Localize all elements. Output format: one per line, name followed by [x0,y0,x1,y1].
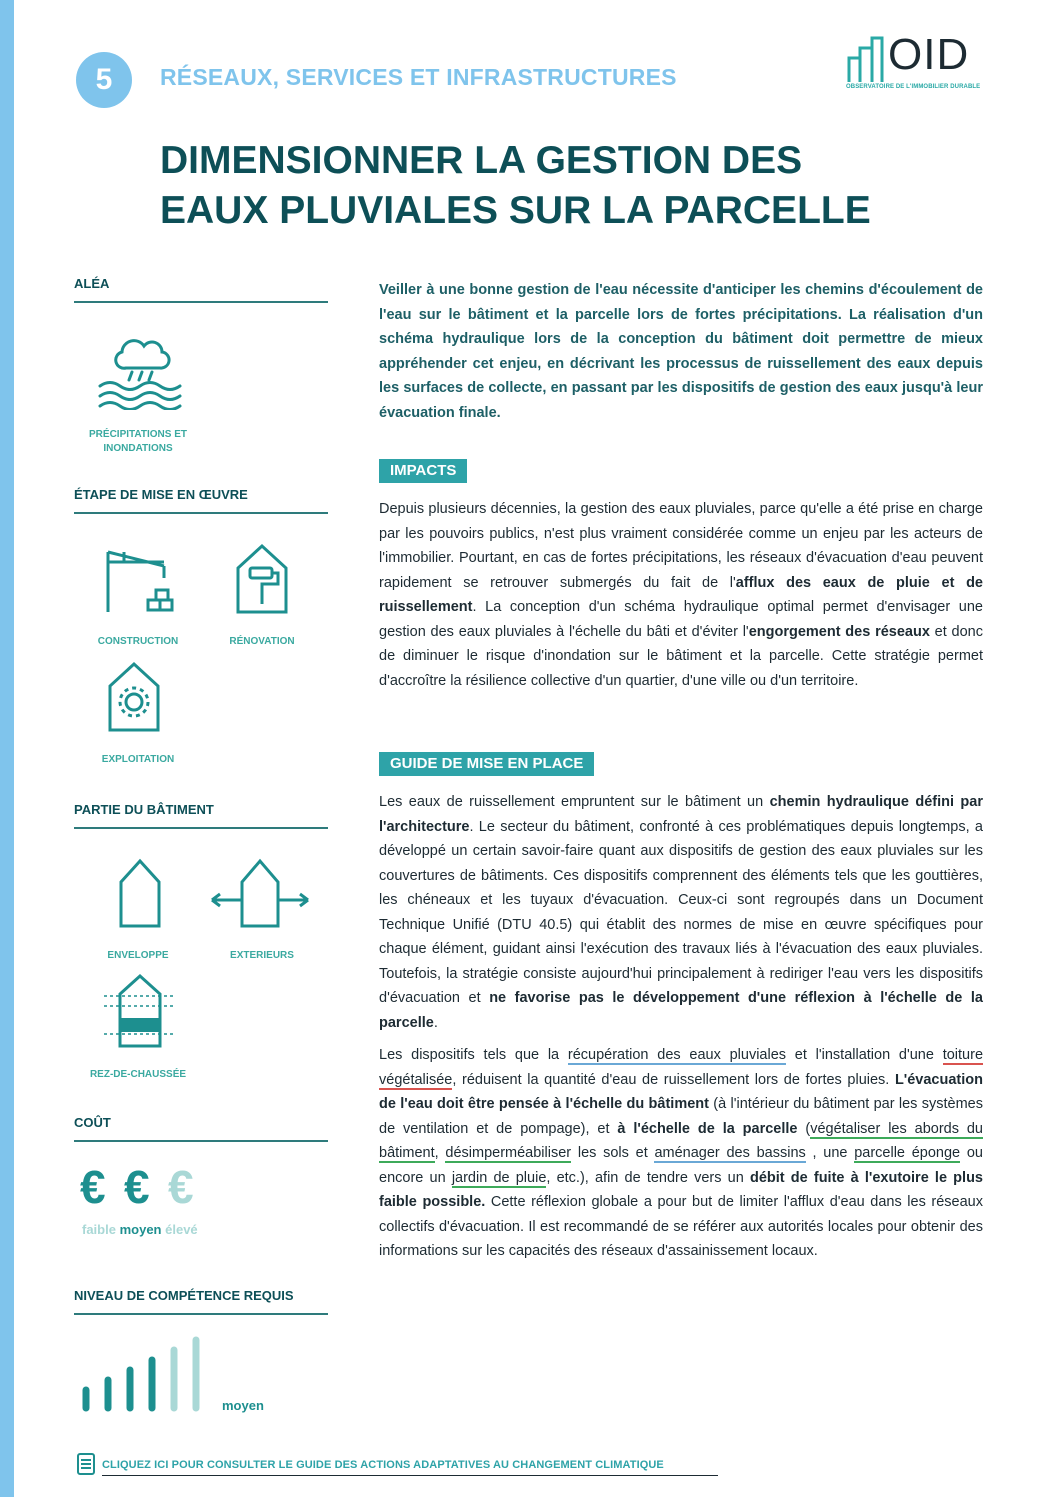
left-accent-stripe [0,0,14,1497]
guide2-text-g: ( [797,1120,811,1137]
logo-text: OID [888,30,970,79]
competence-section [74,1288,328,1315]
cost-label-high: élevé [165,1222,198,1237]
house-arrows-icon [208,858,312,928]
guide2-text-j: , une [805,1145,855,1161]
house-outline-icon [118,858,162,928]
link-desimpermeabiliser[interactable]: désimperméabiliser [445,1145,572,1161]
partie-heading: PARTIE DU BÂTIMENT [74,802,328,829]
competence-level-label: moyen [222,1398,264,1413]
impacts-paragraph [379,497,983,693]
document-icon[interactable] [76,1452,96,1476]
guide-link[interactable]: CLIQUEZ ICI POUR CONSULTER LE GUIDE DES ACTIONS ADAPTATIVES AU CHANGEMENT CLIMATIQUE [102,1459,664,1471]
link-toiture-vegetalisee[interactable]: toiture végétalisée [379,1047,984,1088]
link-vegetaliser-abords[interactable]: végétaliser les abords du bâtiment [379,1120,983,1161]
guide2-emphasis-d: L'évacuation de l'eau doit être pensée à l'échelle du bâtiment [379,1071,983,1112]
guide-text-3: . [433,1014,438,1031]
competence-level-bars [78,1336,208,1412]
impacts-text-1: Depuis plusieurs décennies, la gestion des eaux pluviales, parce qu'elle a été prise en charge par les pouvoirs publics, n'est plus vraiment considérée comme un enjeu par les acteurs de l'immobilier. Pourtant, en cas de fortes précipitations, les réseaux d'évacuation d'eau peuvent rapidement se retrouver submergés du fait de l' [379,501,983,591]
guide-paragraph-2 [379,1043,983,1264]
alea-caption [74,428,202,456]
link-parcelle-eponge[interactable]: parcelle éponge [854,1145,961,1161]
euro-icon-1: € [80,1161,106,1213]
guide2-text-n: Cette réflexion globale a pour but de limiter l'afflux d'eau dans les réseaux collectifs d'évacuation. Il est recommandé de se référer aux autorités locales pour obtenir des informations sur les capacités des réseaux d'assainissement locaux. [379,1194,983,1259]
etape-item-construction: CONSTRUCTION [97,636,179,647]
paint-roller-icon [234,542,290,614]
impacts-emphasis-2: engorgement des réseaux [748,623,930,640]
partie-item-exterieurs: EXTERIEURS [230,950,294,961]
guide2-text-b: et l'installation d'une [786,1047,943,1063]
euro-icon-3: € [168,1161,194,1213]
logo-tagline: OBSERVATOIRE DE L'IMMOBILIER DURABLE [846,84,981,90]
guide-paragraph-1 [379,790,983,1035]
guide2-emphasis-m: débit de fuite à l'exutoire le plus faible possible. [379,1169,983,1210]
etape-section [74,487,328,514]
link-jardin-de-pluie[interactable]: jardin de pluie [451,1169,547,1186]
cout-section [74,1115,328,1142]
section-title: RÉSEAUX, SERVICES ET INFRASTRUCTURES [160,64,677,90]
impacts-text-2: . La conception d'un schéma hydraulique optimal permet d'envisager une gestion des eaux pluviales à l'échelle du bâti et d'éviter l' [379,599,983,640]
guide2-text-l: , etc.), afin de tendre vers un [546,1169,750,1186]
intro-paragraph: Veiller à une bonne gestion de l'eau nécessite d'anticiper les chemins d'écoulement de l'eau sur le bâtiment et la parcelle lors de fortes précipitations. La réalisation d'un schéma hydraulique lors de la conception du bâtiment doit permettre de mieux appréhender cet enjeu, en décrivant les processus de ruissellement des eaux depuis les surfaces de collecte, en passant par les dispositifs de gestion des eaux jusqu'à leur évacuation finale. [379,282,983,421]
guide-emphasis-1: chemin hydraulique défini par l'architecture [379,794,983,835]
cost-scale-labels [82,1222,198,1237]
guide2-text-k: ou encore un [379,1145,983,1186]
cout-heading: COÛT [74,1115,328,1142]
etape-heading: ÉTAPE DE MISE EN ŒUVRE [74,487,328,514]
link-amenager-bassins[interactable]: aménager des bassins [654,1145,806,1161]
guide2-emphasis-f: à l'échelle de la parcelle [617,1120,798,1137]
alea-section [74,276,328,303]
ground-floor-icon [104,972,176,1048]
crane-icon [104,548,184,614]
guide-text-2: . Le secteur du bâtiment, confronté à ces problématiques depuis longtemps, a développé un certain savoir-faire quant aux dispositifs de gestion des eaux pluviales sur les couvertures de bâtiments. Ces dispositifs comprennent des éléments tels que les gouttières, les chéneaux et les tuyaux d'évacuation. Ceux-ci sont regroupés dans un Document Technique Unifié (DTU 40.5) qui établit des normes de mise en œuvre spécifiques pour chaque élément, guidant ainsi l'exécution des travaux liés à l'évacuation des eaux pluviales. Toutefois, la stratégie consiste aujourd'hui principalement à rediriger l'eau vers les dispositifs d'évacuation et [379,818,983,1006]
page-title-line-1: DIMENSIONNER LA GESTION DES [160,139,803,182]
etape-item-exploitation: EXPLOITATION [101,754,175,765]
alea-caption-line-1: PRÉCIPITATIONS ET [89,429,187,440]
guide2-text-e: (à l'intérieur du bâtiment par les systèmes de ventilation et de pompage), et [379,1096,983,1137]
alea-heading: ALÉA [74,276,328,303]
page-title-line-2: EAUX PLUVIALES SUR LA PARCELLE [160,189,871,232]
partie-item-enveloppe: ENVELOPPE [107,950,169,961]
rain-flood-icon [96,330,182,410]
impacts-text-3: et donc de diminuer le risque d'inondation sur le bâtiment et la parcelle. Cette stratégie permet d'accroître la résilience collective d'un quartier, d'une ville ou d'un territoire. [379,623,984,689]
alea-caption-line-2: INONDATIONS [103,443,173,454]
impacts-emphasis-1: afflux des eaux de pluie et de ruissellement [379,574,983,615]
guide2-text-h: , [434,1145,446,1161]
guide-emphasis-2: ne favorise pas le développement d'une réflexion à l'échelle de la parcelle [379,990,983,1031]
link-recuperation-eaux-pluviales[interactable]: récupération des eaux pluviales [567,1047,787,1063]
etape-item-renovation: RÉNOVATION [229,636,295,647]
section-number-badge: 5 [76,52,132,108]
partie-item-rez-de-chaussee: REZ-DE-CHAUSSÉE [89,1069,187,1080]
impacts-tag: IMPACTS [379,459,467,483]
footer-underline [102,1475,718,1476]
euro-icon-2: € [124,1161,150,1213]
gear-house-icon [106,660,162,732]
guide2-text-i: les sols et [571,1145,655,1161]
cost-label-mid: moyen [119,1222,162,1237]
cost-label-low: faible [82,1222,116,1237]
partie-section [74,802,328,829]
guide2-text-a: Les dispositifs tels que la [379,1047,568,1063]
guide2-text-c: , réduisent la quantité d'eau de ruissellement lors de fortes pluies. [452,1071,895,1088]
page-title [160,136,1040,236]
guide-tag: GUIDE DE MISE EN PLACE [379,752,594,776]
guide-text-1: Les eaux de ruissellement empruntent sur le bâtiment un [379,794,770,810]
competence-heading: NIVEAU DE COMPÉTENCE REQUIS [74,1288,328,1315]
